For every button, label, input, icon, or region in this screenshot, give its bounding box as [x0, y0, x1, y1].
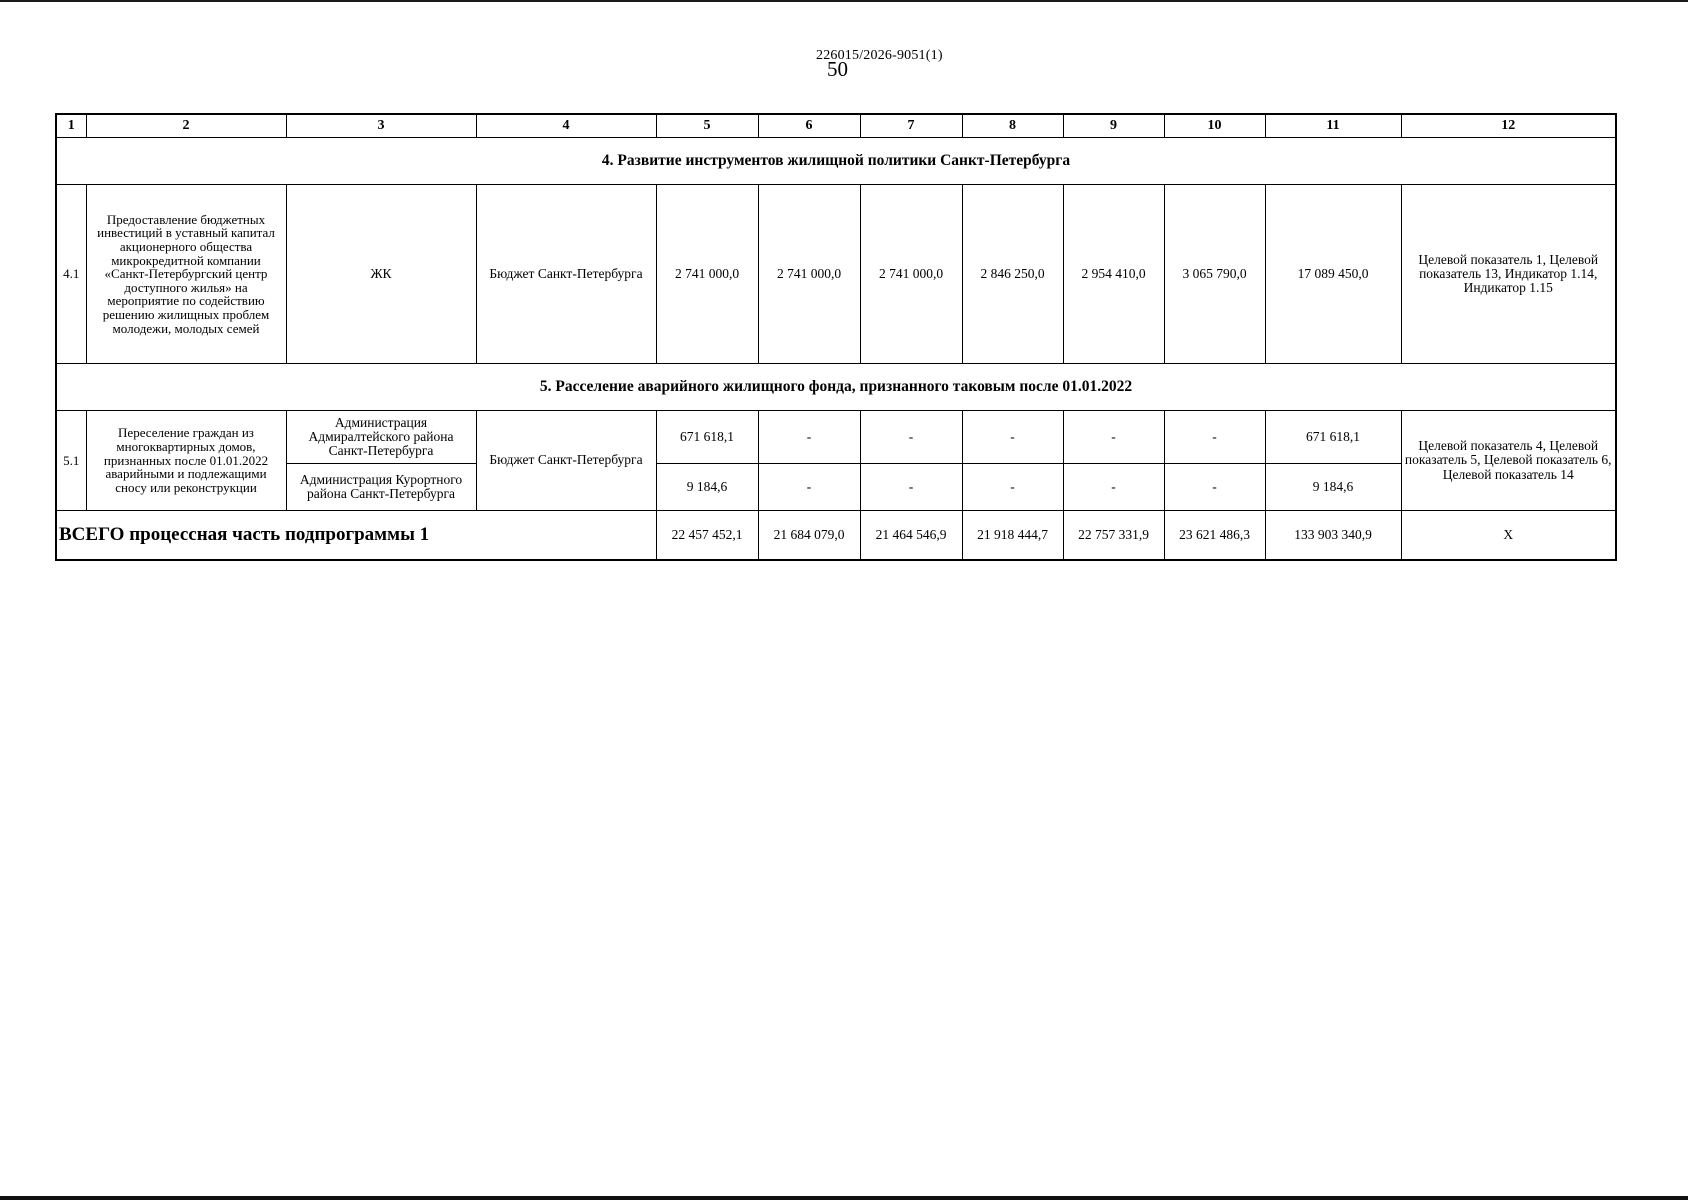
total-col-7: 21 464 546,9	[860, 511, 962, 561]
row-indicators: Целевой показатель 4, Целевой показатель 5, Целевой показатель 6, Целевой показатель 14	[1401, 411, 1616, 511]
table-row-5-1-kurortny	[56, 464, 1616, 511]
value-col-7-a: -	[860, 411, 962, 464]
table-row-4-1	[56, 185, 1616, 364]
row-funding-source: Бюджет Санкт-Петербурга	[476, 411, 656, 511]
section-4-row	[56, 138, 1616, 185]
row-indicators: Целевой показатель 1, Целевой показатель 13, Индикатор 1.14, Индикатор 1.15	[1401, 185, 1616, 364]
value-col-9-b: -	[1063, 464, 1164, 511]
section-5-row	[56, 364, 1616, 411]
value-col-8: 2 846 250,0	[962, 185, 1063, 364]
row-description: Предоставление бюджетных инвестиций в уставный капитал акционерного общества микрокредитной компании «Санкт-Петербургский центр доступного жилья» на мероприятие по содействию решению жилищных проблем молодежи, молодых семей	[86, 185, 286, 364]
value-col-10-a: -	[1164, 411, 1265, 464]
value-col-5: 2 741 000,0	[656, 185, 758, 364]
total-label: ВСЕГО процессная часть подпрограммы 1	[56, 511, 656, 561]
total-col-6: 21 684 079,0	[758, 511, 860, 561]
row-executor-a: Администрация Адмиралтейского района Санкт-Петербурга	[286, 411, 476, 464]
row-index: 4.1	[56, 185, 86, 364]
section-5-title: 5. Расселение аварийного жилищного фонда, признанного таковым после 01.01.2022	[56, 364, 1616, 411]
table-row-5-1-admiralteysky	[56, 411, 1616, 464]
col-header-10: 10	[1164, 114, 1265, 138]
col-header-11: 11	[1265, 114, 1401, 138]
value-col-8-b: -	[962, 464, 1063, 511]
value-col-5-b: 9 184,6	[656, 464, 758, 511]
value-col-10-b: -	[1164, 464, 1265, 511]
total-col-5: 22 457 452,1	[656, 511, 758, 561]
col-header-9: 9	[1063, 114, 1164, 138]
row-funding-source: Бюджет Санкт-Петербурга	[476, 185, 656, 364]
value-col-11: 17 089 450,0	[1265, 185, 1401, 364]
row-executor-b: Администрация Курортного района Санкт-Петербурга	[286, 464, 476, 511]
row-description: Переселение граждан из многоквартирных домов, признанных после 01.01.2022 аварийными и подлежащими сносу или реконструкции	[86, 411, 286, 511]
section-4-title: 4. Развитие инструментов жилищной политики Санкт-Петербурга	[56, 138, 1616, 185]
value-col-10: 3 065 790,0	[1164, 185, 1265, 364]
row-index: 5.1	[56, 411, 86, 511]
total-mark: Х	[1401, 511, 1616, 561]
total-col-8: 21 918 444,7	[962, 511, 1063, 561]
col-header-1: 1	[56, 114, 86, 138]
value-col-6-b: -	[758, 464, 860, 511]
row-executor: ЖК	[286, 185, 476, 364]
total-row	[56, 511, 1616, 561]
col-header-8: 8	[962, 114, 1063, 138]
total-col-10: 23 621 486,3	[1164, 511, 1265, 561]
document-number: 226015/2026-9051(1)	[816, 48, 943, 63]
value-col-6-a: -	[758, 411, 860, 464]
value-col-6: 2 741 000,0	[758, 185, 860, 364]
col-header-12: 12	[1401, 114, 1616, 138]
value-col-7: 2 741 000,0	[860, 185, 962, 364]
value-col-11-b: 9 184,6	[1265, 464, 1401, 511]
col-header-7: 7	[860, 114, 962, 138]
col-header-2: 2	[86, 114, 286, 138]
col-header-5: 5	[656, 114, 758, 138]
col-header-4: 4	[476, 114, 656, 138]
column-number-row	[56, 114, 1616, 138]
program-table	[55, 113, 1617, 561]
page-number: 50	[827, 57, 848, 81]
value-col-8-a: -	[962, 411, 1063, 464]
total-col-11: 133 903 340,9	[1265, 511, 1401, 561]
value-col-5-a: 671 618,1	[656, 411, 758, 464]
top-edge-line	[0, 0, 1688, 2]
bottom-edge-line	[0, 1196, 1688, 1200]
total-col-9: 22 757 331,9	[1063, 511, 1164, 561]
value-col-7-b: -	[860, 464, 962, 511]
col-header-6: 6	[758, 114, 860, 138]
value-col-9: 2 954 410,0	[1063, 185, 1164, 364]
col-header-3: 3	[286, 114, 476, 138]
value-col-9-a: -	[1063, 411, 1164, 464]
value-col-11-a: 671 618,1	[1265, 411, 1401, 464]
